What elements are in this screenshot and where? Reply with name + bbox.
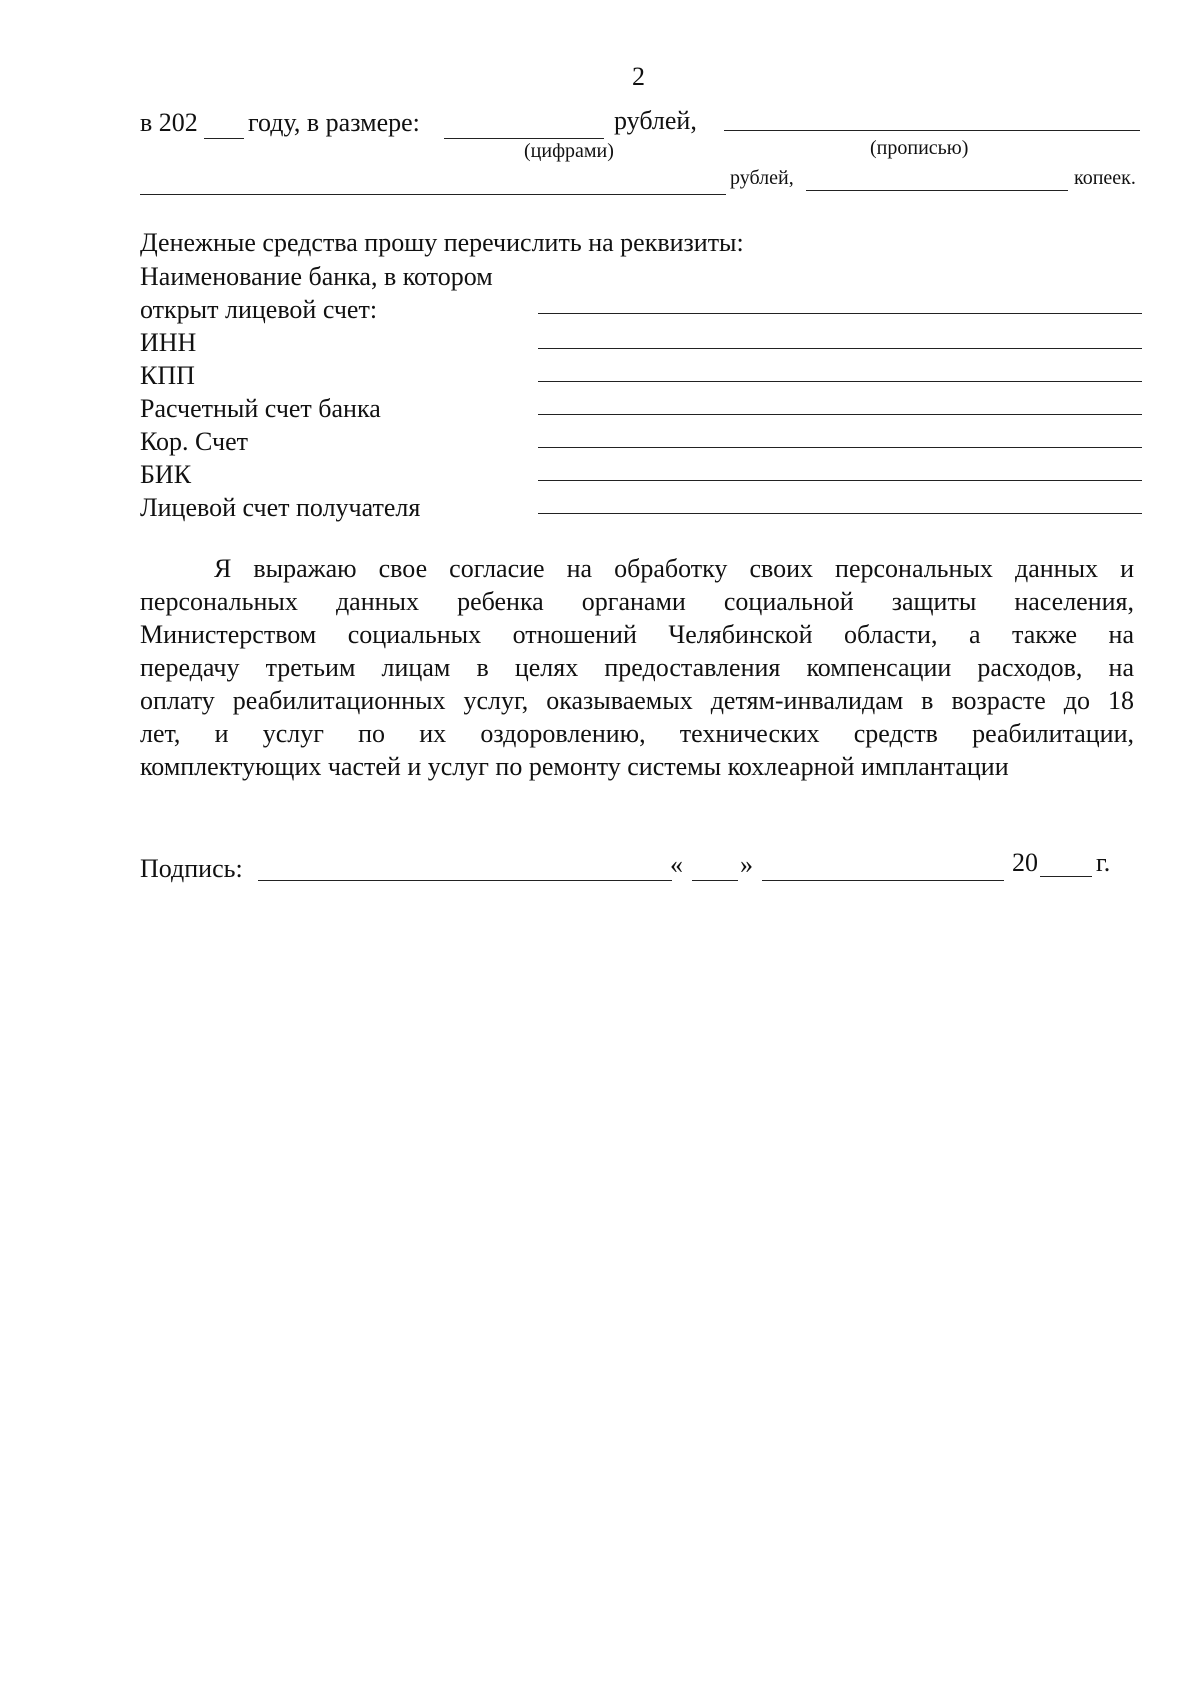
year-prefix-20: 20	[1012, 848, 1038, 877]
page-number: 2	[632, 62, 645, 91]
amount-digits-blank[interactable]	[444, 138, 604, 139]
bank-field-label: БИК	[140, 460, 192, 489]
signature-blank[interactable]	[258, 880, 672, 881]
bik-blank[interactable]	[538, 480, 1142, 481]
digits-hint: (цифрами)	[524, 140, 614, 162]
kopecks-blank[interactable]	[806, 190, 1068, 191]
settlement-account-blank[interactable]	[538, 414, 1142, 415]
consent-line: комплектующих частей и услуг по ремонту системы кохлеарной имплантации	[140, 752, 1009, 781]
bank-field-label: КПП	[140, 361, 195, 390]
year-blank[interactable]	[204, 138, 244, 139]
kopecks-label: копеек.	[1074, 167, 1136, 189]
consent-line: передачу третьим лицам в целях предоставления компенсации расходов, на	[140, 653, 1134, 682]
year-prefix: в 202	[140, 108, 198, 137]
rubles-label: рублей,	[614, 106, 697, 135]
year-suffix: году, в размере:	[248, 108, 420, 137]
date-quote-close: »	[740, 850, 753, 879]
bank-field-label: открыт лицевой счет:	[140, 295, 378, 324]
month-blank[interactable]	[762, 880, 1004, 881]
correspondent-account-blank[interactable]	[538, 447, 1142, 448]
bank-field-label: Кор. Счет	[140, 427, 249, 456]
consent-line: персональных данных ребенка органами социальной защиты населения,	[140, 587, 1134, 616]
consent-line: Я выражаю свое согласие на обработку своих персональных данных и	[214, 554, 1134, 583]
words-hint: (прописью)	[870, 137, 969, 159]
bank-intro: Денежные средства прошу перечислить на реквизиты:	[140, 228, 744, 257]
bank-field-label: Расчетный счет банка	[140, 394, 381, 423]
consent-line: Министерством социальных отношений Челябинской области, а также на	[140, 620, 1134, 649]
bank-field-label: Лицевой счет получателя	[140, 493, 421, 522]
date-quote-open: «	[670, 850, 683, 879]
bank-name-blank[interactable]	[538, 313, 1142, 314]
year-suffix-g: г.	[1096, 848, 1111, 877]
rubles-label-2: рублей,	[730, 167, 794, 189]
inn-blank[interactable]	[538, 348, 1142, 349]
bank-field-label: Наименование банка, в котором	[140, 262, 493, 291]
year-blank-20[interactable]	[1040, 876, 1092, 877]
signature-label: Подпись:	[140, 854, 243, 883]
kpp-blank[interactable]	[538, 381, 1142, 382]
recipient-account-blank[interactable]	[538, 513, 1142, 514]
amount-words-blank[interactable]	[724, 130, 1140, 131]
amount-words-blank-2[interactable]	[140, 194, 726, 195]
day-blank[interactable]	[692, 880, 738, 881]
bank-field-label: ИНН	[140, 328, 197, 357]
consent-line: лет, и услуг по их оздоровлению, технических средств реабилитации,	[140, 719, 1134, 748]
consent-line: оплату реабилитационных услуг, оказываемых детям-инвалидам в возрасте до 18	[140, 686, 1134, 715]
consent-paragraph	[140, 552, 1134, 783]
